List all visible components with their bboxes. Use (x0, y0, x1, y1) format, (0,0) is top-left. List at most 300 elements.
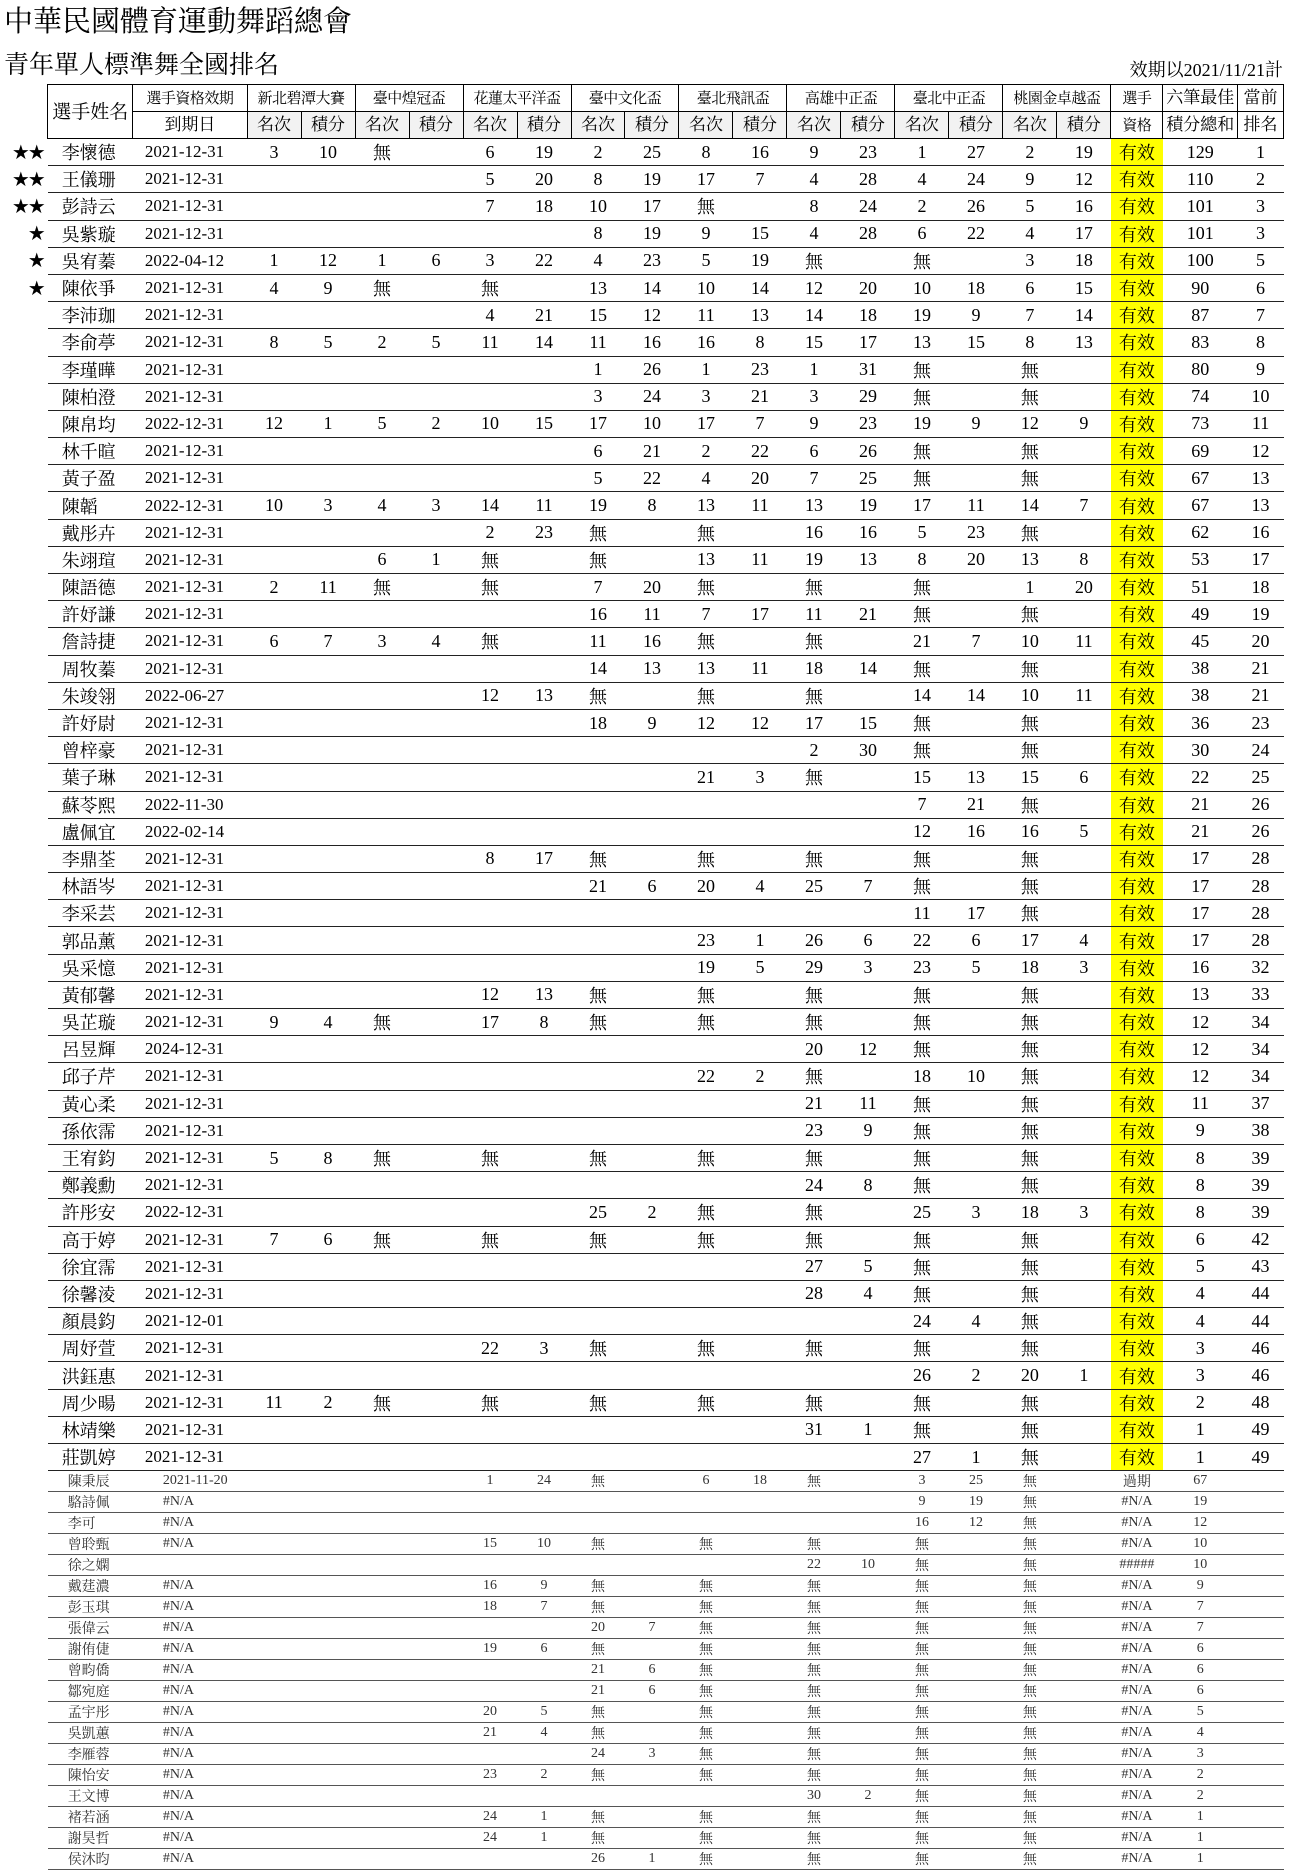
points-cell: 5 (1057, 818, 1111, 845)
qualification-status: 有效 (1111, 1090, 1163, 1117)
points-cell (949, 1681, 1003, 1702)
placement-cell (787, 1308, 841, 1335)
points-cell (409, 1786, 463, 1807)
points-cell: 13 (1057, 329, 1111, 356)
placement-cell (463, 1681, 517, 1702)
points-cell: 20 (1057, 574, 1111, 601)
placement-cell: 無 (1003, 383, 1057, 410)
star-marker (2, 1335, 48, 1362)
player-name: 駱詩佩 (48, 1492, 133, 1513)
placement-cell: 無 (571, 1534, 625, 1555)
total-points: 17 (1163, 927, 1238, 954)
qualification-status: #N/A (1111, 1639, 1163, 1660)
points-cell: 19 (517, 139, 571, 166)
placement-cell (571, 764, 625, 791)
player-name: 李雁蓉 (48, 1744, 133, 1765)
placement-cell: 24 (463, 1807, 517, 1828)
placement-cell: 2 (1003, 139, 1057, 166)
placement-cell: 無 (895, 1660, 949, 1681)
points-cell (949, 1660, 1003, 1681)
points-cell (625, 1639, 679, 1660)
placement-cell: 17 (571, 410, 625, 437)
qualification-status: 有效 (1111, 574, 1163, 601)
total-points: 12 (1163, 1036, 1238, 1063)
points-cell (841, 1618, 895, 1639)
total-points: 101 (1163, 193, 1238, 220)
qualification-status: 有效 (1111, 139, 1163, 166)
placement-cell: 18 (895, 1063, 949, 1090)
placement-cell: 8 (787, 193, 841, 220)
player-name: 莊凱婷 (48, 1444, 133, 1471)
points-cell (949, 655, 1003, 682)
current-rank: 32 (1238, 954, 1284, 981)
placement-cell (787, 1444, 841, 1471)
player-name: 戴莛濃 (48, 1576, 133, 1597)
points-cell: 16 (733, 139, 787, 166)
placement-cell (355, 1172, 409, 1199)
placement-cell (571, 791, 625, 818)
placement-cell: 25 (787, 873, 841, 900)
placement-cell (355, 193, 409, 220)
placement-cell: 4 (679, 465, 733, 492)
points-cell (517, 764, 571, 791)
points-cell (841, 1765, 895, 1786)
points-cell (733, 1226, 787, 1253)
placement-cell (247, 465, 301, 492)
placement-cell: 6 (247, 628, 301, 655)
points-cell: 27 (949, 139, 1003, 166)
current-rank: 5 (1238, 247, 1284, 274)
points-cell (301, 1618, 355, 1639)
table-row (2, 329, 1284, 356)
points-cell (409, 873, 463, 900)
points-cell (301, 1513, 355, 1534)
placement-cell: 10 (1003, 628, 1057, 655)
points-cell: 25 (841, 465, 895, 492)
total-points: 9 (1163, 1576, 1238, 1597)
player-name: 陳依爭 (48, 274, 133, 301)
points-cell (409, 655, 463, 682)
points-cell (301, 737, 355, 764)
points-cell (841, 1807, 895, 1828)
points-cell (625, 682, 679, 709)
points-cell: 5 (733, 954, 787, 981)
qualification-status: 有效 (1111, 1009, 1163, 1036)
placement-cell (247, 1199, 301, 1226)
points-cell (409, 601, 463, 628)
player-name: 黃心柔 (48, 1090, 133, 1117)
points-cell: 11 (733, 655, 787, 682)
points-cell (409, 274, 463, 301)
placement-cell (463, 900, 517, 927)
placement-cell (463, 1492, 517, 1513)
points-cell (301, 1335, 355, 1362)
player-name: 徐宜霈 (48, 1253, 133, 1280)
points-cell: 7 (301, 628, 355, 655)
placement-cell (355, 927, 409, 954)
points-cell (733, 1492, 787, 1513)
player-name: 鄒宛庭 (48, 1681, 133, 1702)
points-cell (841, 1308, 895, 1335)
current-rank: 48 (1238, 1389, 1284, 1416)
player-name: 洪鈺惠 (48, 1362, 133, 1389)
placement-cell: 3 (463, 247, 517, 274)
qualification-status: 有效 (1111, 274, 1163, 301)
placement-cell: 無 (679, 1534, 733, 1555)
points-cell: 4 (733, 873, 787, 900)
points-cell (625, 981, 679, 1008)
player-name: 陳秉辰 (48, 1471, 133, 1492)
points-cell: 18 (949, 274, 1003, 301)
points-cell: 26 (625, 356, 679, 383)
points-cell: 17 (1057, 220, 1111, 247)
player-name: 周少暘 (48, 1389, 133, 1416)
points-cell (517, 1199, 571, 1226)
player-name: 曾聆甄 (48, 1534, 133, 1555)
placement-cell (355, 845, 409, 872)
points-cell (949, 1618, 1003, 1639)
placement-cell: 無 (787, 1849, 841, 1870)
points-cell: 1 (949, 1444, 1003, 1471)
table-row (2, 383, 1284, 410)
placement-cell: 4 (355, 492, 409, 519)
expiry-date: 2021-12-31 (133, 1335, 247, 1362)
points-cell: 20 (517, 166, 571, 193)
player-name: 許妤謙 (48, 601, 133, 628)
star-marker: ★★ (11, 195, 44, 218)
points-cell (733, 1744, 787, 1765)
points-cell (409, 791, 463, 818)
placement-cell: 15 (787, 329, 841, 356)
table-row (2, 1308, 1284, 1335)
placement-cell (571, 927, 625, 954)
placement-cell (247, 1534, 301, 1555)
placement-cell: 12 (895, 818, 949, 845)
points-cell (409, 764, 463, 791)
table-row (2, 655, 1284, 682)
table-row (2, 601, 1284, 628)
header-competition: 高雄中正盃 (787, 85, 895, 112)
table-row (2, 682, 1284, 709)
qualification-status: #N/A (1111, 1660, 1163, 1681)
points-cell: 7 (625, 1618, 679, 1639)
star-marker (2, 546, 48, 573)
placement-cell: 無 (571, 1009, 625, 1036)
qualification-status: 有效 (1111, 220, 1163, 247)
points-cell (625, 764, 679, 791)
placement-cell: 無 (895, 845, 949, 872)
placement-cell: 無 (355, 139, 409, 166)
points-cell (949, 1144, 1003, 1171)
player-name: 吳紫璇 (48, 220, 133, 247)
points-cell: 13 (625, 655, 679, 682)
table-row (2, 873, 1284, 900)
placement-cell (571, 954, 625, 981)
table-row (2, 1828, 1284, 1849)
placement-cell: 無 (679, 1009, 733, 1036)
placement-cell: 3 (247, 139, 301, 166)
placement-cell (355, 1036, 409, 1063)
points-cell (1057, 1513, 1111, 1534)
points-cell (517, 737, 571, 764)
points-cell: 8 (301, 1144, 355, 1171)
player-name: 呂昱輝 (48, 1036, 133, 1063)
points-cell (841, 1492, 895, 1513)
points-cell: 16 (625, 329, 679, 356)
points-cell: 9 (949, 410, 1003, 437)
expiry-date: 2021-12-31 (133, 1226, 247, 1253)
points-cell (409, 1618, 463, 1639)
points-cell (625, 1576, 679, 1597)
qualification-status: #N/A (1111, 1828, 1163, 1849)
expiry-date: 2021-12-31 (133, 981, 247, 1008)
table-row (2, 1471, 1284, 1492)
placement-cell (679, 1444, 733, 1471)
expiry-date: #N/A (133, 1513, 247, 1534)
header-points: 積分 (1057, 112, 1111, 139)
points-cell (841, 1744, 895, 1765)
points-cell (517, 1063, 571, 1090)
star-marker (2, 356, 48, 383)
points-cell (733, 791, 787, 818)
points-cell (409, 1362, 463, 1389)
star-marker (2, 981, 48, 1008)
points-cell: 13 (733, 302, 787, 329)
placement-cell (355, 1199, 409, 1226)
qualification-status: 過期 (1111, 1471, 1163, 1492)
placement-cell (679, 1036, 733, 1063)
placement-cell: 無 (1003, 1009, 1057, 1036)
placement-cell: 無 (895, 1597, 949, 1618)
points-cell (1057, 1618, 1111, 1639)
header-rank: 名次 (247, 112, 301, 139)
expiry-date: 2024-12-31 (133, 1036, 247, 1063)
points-cell (841, 1660, 895, 1681)
placement-cell: 27 (895, 1444, 949, 1471)
sheet-title: 青年單人標準舞全國排名 (4, 50, 280, 79)
placement-cell (571, 1492, 625, 1513)
points-cell (733, 193, 787, 220)
points-cell (409, 1576, 463, 1597)
points-cell (409, 900, 463, 927)
placement-cell: 4 (571, 247, 625, 274)
points-cell (733, 1144, 787, 1171)
current-rank: 23 (1238, 709, 1284, 736)
points-cell: 2 (841, 1786, 895, 1807)
total-points: 21 (1163, 791, 1238, 818)
points-cell: 3 (625, 1744, 679, 1765)
current-rank: 18 (1238, 574, 1284, 601)
total-points: 36 (1163, 709, 1238, 736)
placement-cell (247, 438, 301, 465)
points-cell (409, 1513, 463, 1534)
expiry-date: #N/A (133, 1786, 247, 1807)
placement-cell: 5 (355, 410, 409, 437)
placement-cell: 19 (571, 492, 625, 519)
placement-cell (463, 1117, 517, 1144)
points-cell (625, 1471, 679, 1492)
table-row (2, 546, 1284, 573)
placement-cell: 無 (679, 845, 733, 872)
points-cell: 14 (841, 655, 895, 682)
placement-cell (571, 818, 625, 845)
placement-cell: 12 (787, 274, 841, 301)
points-cell (733, 1786, 787, 1807)
total-points: 3 (1163, 1362, 1238, 1389)
points-cell: 7 (733, 410, 787, 437)
points-cell (517, 1253, 571, 1280)
points-cell: 11 (301, 574, 355, 601)
current-rank: 6 (1238, 274, 1284, 301)
placement-cell: 無 (895, 465, 949, 492)
placement-cell (247, 356, 301, 383)
points-cell (1057, 1117, 1111, 1144)
points-cell (949, 356, 1003, 383)
placement-cell: 無 (787, 1144, 841, 1171)
points-cell (733, 1308, 787, 1335)
points-cell (517, 655, 571, 682)
points-cell (841, 1534, 895, 1555)
header-competition: 臺中文化盃 (571, 85, 679, 112)
placement-cell: 16 (463, 1576, 517, 1597)
points-cell (409, 845, 463, 872)
total-points: 12 (1163, 1513, 1238, 1534)
player-name: 謝昊哲 (48, 1828, 133, 1849)
points-cell (841, 1199, 895, 1226)
placement-cell: 無 (895, 1555, 949, 1576)
points-cell (517, 601, 571, 628)
qualification-status: #N/A (1111, 1765, 1163, 1786)
points-cell: 4 (409, 628, 463, 655)
points-cell (841, 1444, 895, 1471)
qualification-status: 有效 (1111, 410, 1163, 437)
points-cell (517, 356, 571, 383)
qualification-status: #N/A (1111, 1576, 1163, 1597)
total-points: 6 (1163, 1639, 1238, 1660)
qualification-status: #N/A (1111, 1681, 1163, 1702)
points-cell (409, 1199, 463, 1226)
total-points: 10 (1163, 1534, 1238, 1555)
player-name: 邱子芹 (48, 1063, 133, 1090)
table-row (2, 1639, 1284, 1660)
placement-cell: 無 (895, 1389, 949, 1416)
points-cell (841, 1828, 895, 1849)
points-cell (517, 574, 571, 601)
points-cell (301, 1444, 355, 1471)
current-rank: 39 (1238, 1199, 1284, 1226)
points-cell (733, 1090, 787, 1117)
points-cell (949, 601, 1003, 628)
total-points: 83 (1163, 329, 1238, 356)
points-cell (949, 1639, 1003, 1660)
placement-cell (571, 1786, 625, 1807)
points-cell: 28 (841, 220, 895, 247)
current-rank: 38 (1238, 1117, 1284, 1144)
points-cell: 2 (301, 1389, 355, 1416)
points-cell (1057, 601, 1111, 628)
placement-cell: 無 (1003, 1786, 1057, 1807)
points-cell (1057, 519, 1111, 546)
points-cell (733, 1280, 787, 1307)
points-cell (409, 1226, 463, 1253)
points-cell (301, 1534, 355, 1555)
qualification-status: 有效 (1111, 302, 1163, 329)
points-cell (625, 927, 679, 954)
placement-cell: 無 (355, 574, 409, 601)
points-cell (301, 682, 355, 709)
points-cell (625, 1117, 679, 1144)
placement-cell: 11 (895, 900, 949, 927)
points-cell: 21 (517, 302, 571, 329)
points-cell (733, 682, 787, 709)
placement-cell: 無 (895, 1416, 949, 1443)
placement-cell (355, 1597, 409, 1618)
placement-cell: 無 (787, 1009, 841, 1036)
table-row (2, 574, 1284, 601)
placement-cell: 12 (247, 410, 301, 437)
total-points: 11 (1163, 1090, 1238, 1117)
points-cell (625, 1144, 679, 1171)
points-cell (409, 1681, 463, 1702)
points-cell (949, 1534, 1003, 1555)
points-cell: 4 (517, 1723, 571, 1744)
placement-cell: 6 (355, 546, 409, 573)
qualification-status: 有效 (1111, 927, 1163, 954)
table-row (2, 1765, 1284, 1786)
points-cell: 6 (1057, 764, 1111, 791)
placement-cell: 無 (355, 1226, 409, 1253)
points-cell: 30 (841, 737, 895, 764)
points-cell (841, 1471, 895, 1492)
placement-cell: 9 (247, 1009, 301, 1036)
table-row (2, 954, 1284, 981)
points-cell (625, 954, 679, 981)
points-cell (949, 1849, 1003, 1870)
star-marker (2, 1090, 48, 1117)
player-name: 王文博 (48, 1786, 133, 1807)
placement-cell: 無 (571, 1702, 625, 1723)
placement-cell: 無 (571, 1828, 625, 1849)
placement-cell: 1 (1003, 574, 1057, 601)
placement-cell: 27 (787, 1253, 841, 1280)
total-points: 45 (1163, 628, 1238, 655)
placement-cell: 無 (571, 1144, 625, 1171)
placement-cell (355, 1534, 409, 1555)
placement-cell (571, 1280, 625, 1307)
placement-cell: 5 (895, 519, 949, 546)
placement-cell: 無 (1003, 1807, 1057, 1828)
points-cell: 21 (949, 791, 1003, 818)
points-cell (301, 1063, 355, 1090)
expiry-date: 2021-12-31 (133, 737, 247, 764)
placement-cell (463, 383, 517, 410)
qualification-status: 有效 (1111, 764, 1163, 791)
placement-cell: 6 (571, 438, 625, 465)
points-cell (733, 818, 787, 845)
points-cell (409, 1117, 463, 1144)
points-cell: 21 (625, 438, 679, 465)
points-cell: 23 (625, 247, 679, 274)
placement-cell (247, 1090, 301, 1117)
placement-cell (463, 927, 517, 954)
star-marker (2, 1144, 48, 1171)
points-cell (733, 845, 787, 872)
placement-cell: 11 (571, 329, 625, 356)
points-cell (733, 1253, 787, 1280)
points-cell: 16 (949, 818, 1003, 845)
points-cell (409, 193, 463, 220)
points-cell (301, 601, 355, 628)
